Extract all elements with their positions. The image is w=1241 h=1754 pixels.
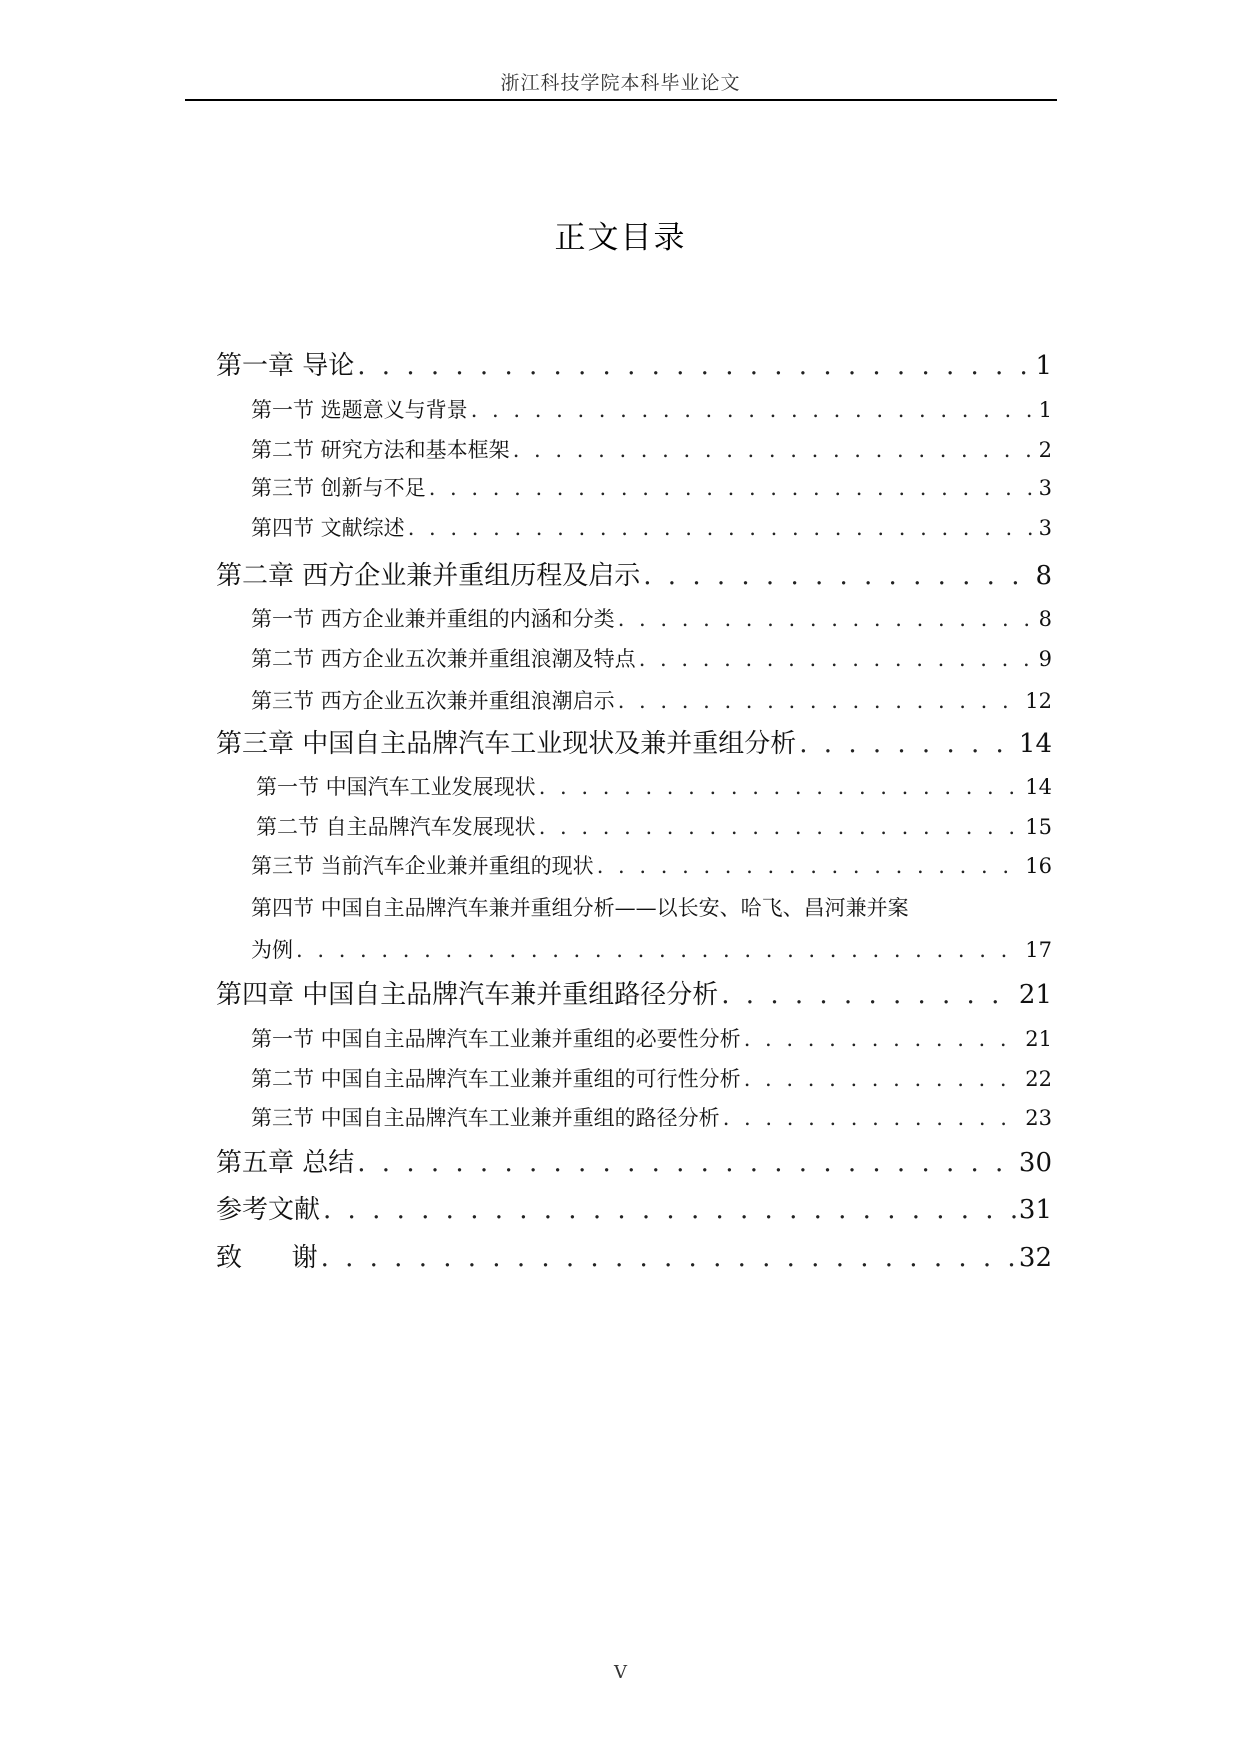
toc-page-number: 14 bbox=[1025, 775, 1052, 799]
toc-section-1-3[interactable] bbox=[251, 473, 1052, 503]
dot-leader bbox=[357, 1146, 1016, 1180]
toc-page-number: 8 bbox=[1038, 607, 1052, 631]
toc-page-number: 9 bbox=[1038, 647, 1052, 671]
toc-entry-title: 第二节 研究方法和基本框架 bbox=[251, 438, 510, 462]
dot-leader bbox=[723, 1103, 1023, 1133]
dot-leader bbox=[513, 435, 1036, 465]
toc-page-number: 14 bbox=[1018, 729, 1052, 759]
toc-page-number: 23 bbox=[1025, 1106, 1052, 1130]
toc-section-3-2[interactable] bbox=[256, 812, 1052, 842]
toc-entry-title: 为例 bbox=[251, 938, 293, 962]
toc-entry-title: 第二节 西方企业五次兼并重组浪潮及特点 bbox=[251, 647, 636, 671]
toc-section-3-1[interactable] bbox=[256, 772, 1052, 802]
dot-leader bbox=[643, 559, 1032, 593]
dot-leader bbox=[744, 1064, 1023, 1094]
dot-leader bbox=[721, 978, 1016, 1012]
toc-entry-title: 第四章 中国自主品牌汽车兼并重组路径分析 bbox=[216, 980, 719, 1010]
dot-leader bbox=[744, 1024, 1023, 1054]
toc-section-3-3[interactable] bbox=[251, 851, 1052, 881]
dot-leader bbox=[323, 1193, 1016, 1227]
toc-page-number: 12 bbox=[1025, 689, 1052, 713]
toc-section-4-3[interactable] bbox=[251, 1103, 1052, 1133]
toc-entry-title: 第三节 中国自主品牌汽车工业兼并重组的路径分析 bbox=[251, 1106, 720, 1130]
toc-page-number: 22 bbox=[1025, 1067, 1052, 1091]
toc-chapter-5[interactable] bbox=[216, 1146, 1052, 1180]
toc-acknowledgements[interactable] bbox=[216, 1241, 1052, 1275]
dot-leader bbox=[408, 513, 1036, 543]
toc-entry-title: 第一节 中国汽车工业发展现状 bbox=[256, 775, 536, 799]
toc-chapter-3[interactable] bbox=[216, 727, 1052, 761]
toc-entry-title: 致 谢 bbox=[216, 1243, 318, 1273]
dot-leader bbox=[539, 812, 1023, 842]
toc-page-number: 1 bbox=[1035, 351, 1052, 381]
toc-entry-title: 第一节 中国自主品牌汽车工业兼并重组的必要性分析 bbox=[251, 1027, 741, 1051]
toc-chapter-4[interactable] bbox=[216, 978, 1052, 1012]
toc-section-2-1[interactable] bbox=[251, 604, 1052, 634]
dot-leader bbox=[618, 686, 1023, 716]
dot-leader bbox=[799, 727, 1016, 761]
dot-leader bbox=[357, 349, 1032, 383]
toc-page-number: 30 bbox=[1018, 1148, 1052, 1178]
dot-leader bbox=[429, 473, 1036, 503]
toc-references[interactable] bbox=[216, 1193, 1052, 1227]
dot-leader bbox=[471, 395, 1036, 425]
running-header: 浙江科技学院本科毕业论文 bbox=[500, 72, 741, 94]
toc-title: 正文目录 bbox=[554, 220, 687, 256]
toc-entry-title: 第一章 导论 bbox=[216, 351, 355, 381]
toc-page-number: 3 bbox=[1038, 476, 1052, 500]
dot-leader bbox=[539, 772, 1023, 802]
toc-page-number: 2 bbox=[1038, 438, 1052, 462]
toc-entry-title: 第四节 文献综述 bbox=[251, 516, 405, 540]
toc-chapter-2[interactable] bbox=[216, 559, 1052, 593]
toc-section-3-4-line2[interactable] bbox=[251, 935, 1052, 965]
toc-section-2-3[interactable] bbox=[251, 686, 1052, 716]
dot-leader bbox=[296, 935, 1022, 965]
toc-section-4-1[interactable] bbox=[251, 1024, 1052, 1054]
toc-entry-title: 第一节 西方企业兼并重组的内涵和分类 bbox=[251, 607, 615, 631]
toc-section-1-4[interactable] bbox=[251, 513, 1052, 543]
toc-page-number: 32 bbox=[1018, 1243, 1052, 1273]
toc-section-4-2[interactable] bbox=[251, 1064, 1052, 1094]
toc-entry-title: 第三章 中国自主品牌汽车工业现状及兼并重组分析 bbox=[216, 729, 797, 759]
toc-page-number: 17 bbox=[1025, 938, 1052, 962]
toc-section-2-2[interactable] bbox=[251, 644, 1052, 674]
toc-page-number: 21 bbox=[1018, 980, 1052, 1010]
dot-leader bbox=[597, 851, 1023, 881]
toc-chapter-1[interactable] bbox=[216, 349, 1052, 383]
toc-page-number: 15 bbox=[1025, 815, 1052, 839]
toc-entry-title: 第一节 选题意义与背景 bbox=[251, 398, 468, 422]
dot-leader bbox=[618, 604, 1036, 634]
toc-page-number: 21 bbox=[1025, 1027, 1052, 1051]
toc-page-number: 1 bbox=[1038, 398, 1052, 422]
page-number-footer: V bbox=[614, 1662, 627, 1683]
toc-page-number: 8 bbox=[1035, 561, 1052, 591]
toc-page-number: 31 bbox=[1018, 1195, 1052, 1225]
toc-page-number: 3 bbox=[1038, 516, 1052, 540]
toc-entry-title: 第五章 总结 bbox=[216, 1148, 355, 1178]
toc-entry-title: 第三节 当前汽车企业兼并重组的现状 bbox=[251, 854, 594, 878]
toc-section-1-2[interactable] bbox=[251, 435, 1052, 465]
toc-entry-title: 参考文献 bbox=[216, 1195, 321, 1225]
dot-leader bbox=[321, 1241, 1016, 1275]
toc-page-number: 16 bbox=[1025, 854, 1052, 878]
toc-entry-title: 第二节 自主品牌汽车发展现状 bbox=[256, 815, 536, 839]
toc-entry-title: 第三节 西方企业五次兼并重组浪潮启示 bbox=[251, 689, 615, 713]
toc-entry-title: 第二节 中国自主品牌汽车工业兼并重组的可行性分析 bbox=[251, 1067, 741, 1091]
toc-entry-title: 第二章 西方企业兼并重组历程及启示 bbox=[216, 561, 641, 591]
toc-entry-title: 第三节 创新与不足 bbox=[251, 476, 426, 500]
dot-leader bbox=[639, 644, 1036, 674]
toc-section-1-1[interactable] bbox=[251, 395, 1052, 425]
toc-section-3-4-line1[interactable]: 第四节 中国自主品牌汽车兼并重组分析——以长安、哈飞、昌河兼并案 bbox=[251, 896, 909, 920]
